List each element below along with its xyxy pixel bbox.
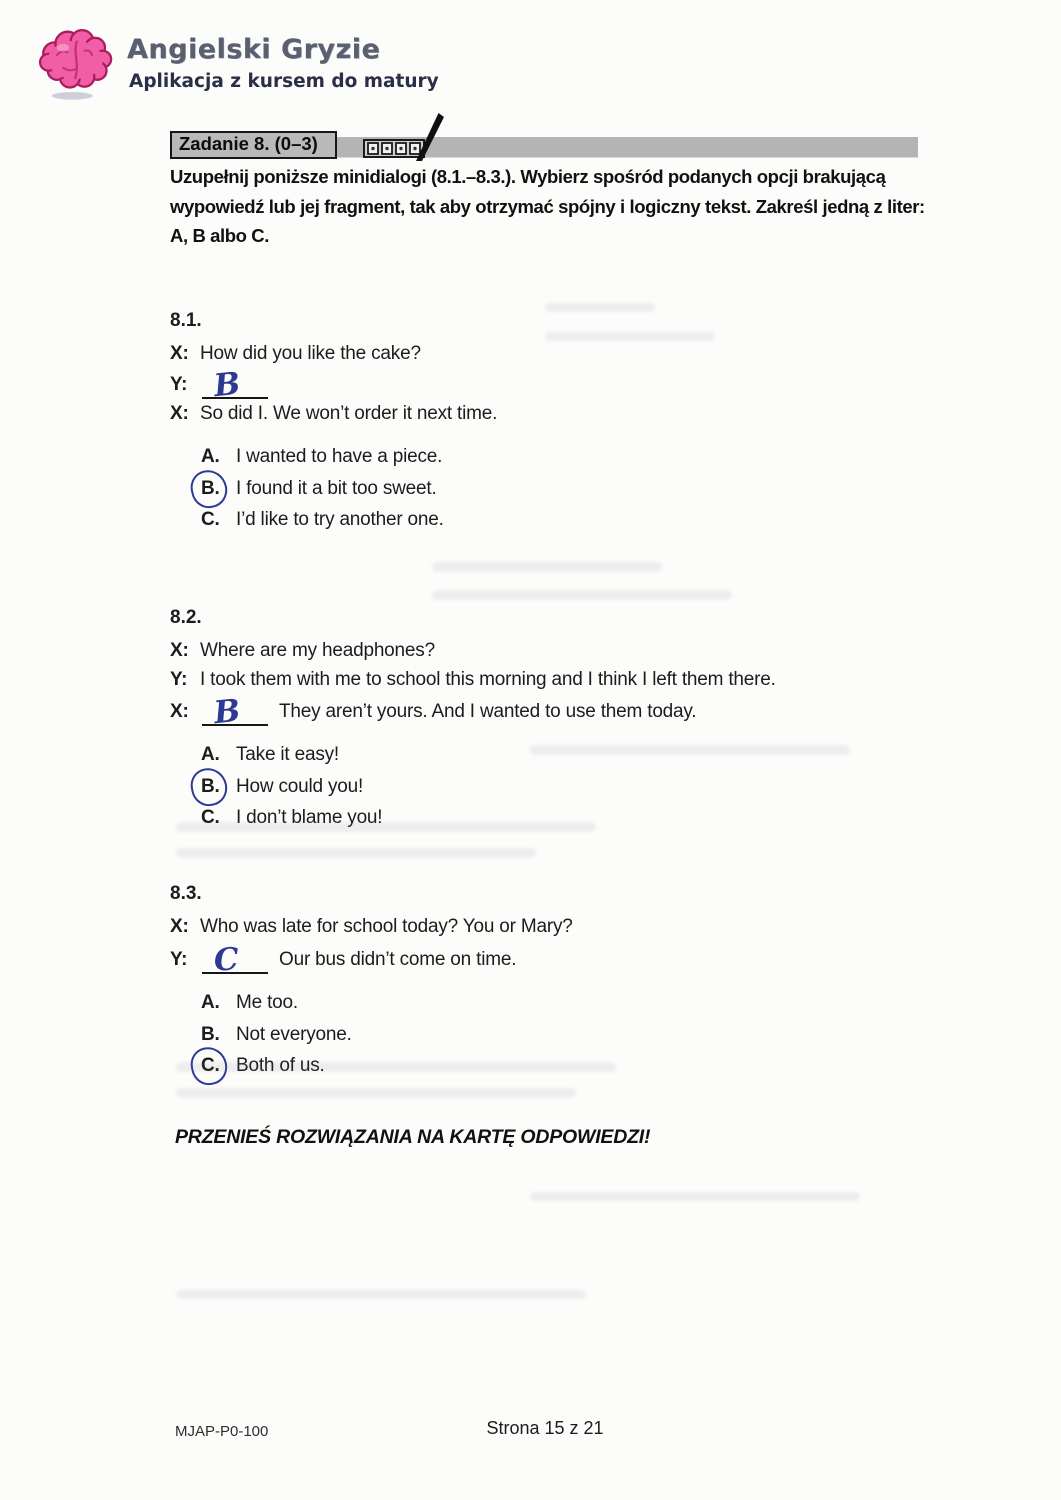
answer-blank	[202, 692, 268, 732]
dialog-line	[170, 912, 950, 941]
option-letter-circled: B.	[201, 473, 236, 505]
option-text: I’d like to try another one.	[236, 509, 444, 530]
question-8-3	[170, 883, 950, 1082]
speaker-label: Y:	[170, 949, 188, 970]
question-8-2	[170, 607, 950, 834]
app-subtitle: Aplikacja z kursem do matury	[129, 71, 439, 92]
option-text: I don’t blame you!	[236, 807, 383, 828]
bleed-through-artifact	[176, 1088, 576, 1098]
dialog-line	[170, 399, 950, 428]
option-letter: A.	[201, 744, 220, 765]
bleed-through-artifact	[530, 745, 850, 755]
option-row	[201, 771, 950, 803]
option-letter: A.	[201, 992, 220, 1013]
speaker-label: Y:	[170, 374, 188, 395]
option-letter: C.	[201, 509, 220, 530]
dialog-line	[170, 636, 950, 665]
bleed-through-artifact	[545, 332, 715, 341]
dialog-line	[170, 339, 950, 368]
question-number: 8.1.	[170, 310, 202, 331]
handwritten-answer: B	[212, 365, 242, 405]
task-header-label: Zadanie 8. (0–3)	[170, 131, 337, 159]
bleed-through-artifact	[432, 562, 662, 572]
question-8-1	[170, 310, 950, 536]
app-title: Angielski Gryzie	[127, 34, 381, 65]
exam-sheet-code: MJAP-P0-100	[175, 1423, 269, 1440]
speaker-label: X:	[170, 343, 189, 364]
dialog-line	[170, 665, 950, 694]
option-letter: C.	[201, 807, 220, 828]
option-text: I wanted to have a piece.	[236, 446, 443, 467]
bleed-through-artifact	[176, 1062, 616, 1072]
dialog-text: I took them with me to school this morning and I think I left them there.	[200, 669, 776, 690]
option-letter: B.	[201, 1023, 220, 1045]
speaker-label: X:	[170, 916, 189, 937]
options-list	[201, 441, 950, 536]
speaker-label: Y:	[170, 669, 188, 690]
question-number: 8.3.	[170, 883, 202, 904]
option-row	[201, 987, 950, 1019]
dialog-text: How did you like the cake?	[200, 343, 421, 364]
bleed-through-artifact	[545, 303, 655, 312]
option-text: Me too.	[236, 992, 298, 1013]
answer-boxes-pencil-icon	[356, 108, 452, 166]
brain-icon	[34, 24, 118, 102]
dialog-text: Where are my headphones?	[200, 640, 435, 661]
speaker-label: X:	[170, 403, 189, 424]
bleed-through-artifact	[176, 1290, 586, 1299]
dialog-text: Our bus didn’t come on time.	[279, 949, 517, 970]
transfer-note: PRZENIEŚ ROZWIĄZANIA NA KARTĘ ODPOWIEDZI!	[175, 1126, 651, 1148]
bleed-through-artifact	[176, 848, 536, 858]
bleed-through-artifact	[530, 1192, 860, 1201]
dialog-line	[170, 941, 950, 979]
option-text: Not everyone.	[236, 1023, 352, 1045]
option-row	[201, 473, 950, 505]
dialog-line	[170, 692, 950, 732]
answer-blank	[202, 365, 268, 405]
speaker-label: X:	[170, 701, 189, 722]
option-row	[201, 441, 950, 473]
dialog-text: They aren’t yours. And I wanted to use them today.	[279, 701, 697, 722]
page-number: Strona 15 z 21	[486, 1418, 604, 1438]
option-row	[201, 1019, 950, 1051]
task-instructions: Uzupełnij poniższe minidialogi (8.1.–8.3.). Wybierz spośród podanych opcji brakującą wypowiedź lub jej fragment, tak aby otrzymać spójny i logiczny tekst. Zakreśl jedną z liter: A, B albo C.	[170, 166, 925, 246]
option-text: Take it easy!	[236, 744, 340, 765]
option-letter-circled: C.	[201, 1050, 236, 1082]
option-text: I found it a bit too sweet.	[236, 477, 437, 499]
answer-blank	[202, 941, 268, 979]
bleed-through-artifact	[176, 822, 596, 832]
option-letter-circled: B.	[201, 771, 236, 803]
option-text: How could you!	[236, 775, 364, 797]
dialog-text: So did I. We won’t order it next time.	[200, 403, 498, 424]
question-number: 8.2.	[170, 607, 202, 628]
bleed-through-artifact	[432, 590, 732, 600]
handwritten-answer: B	[212, 692, 242, 732]
option-letter: A.	[201, 446, 220, 467]
speaker-label: X:	[170, 640, 189, 661]
handwritten-answer: C	[213, 941, 240, 979]
dialog-text: Who was late for school today? You or Mary?	[200, 916, 573, 937]
option-row	[201, 504, 950, 536]
dialog-line	[170, 365, 950, 405]
option-text: Both of us.	[236, 1055, 325, 1076]
